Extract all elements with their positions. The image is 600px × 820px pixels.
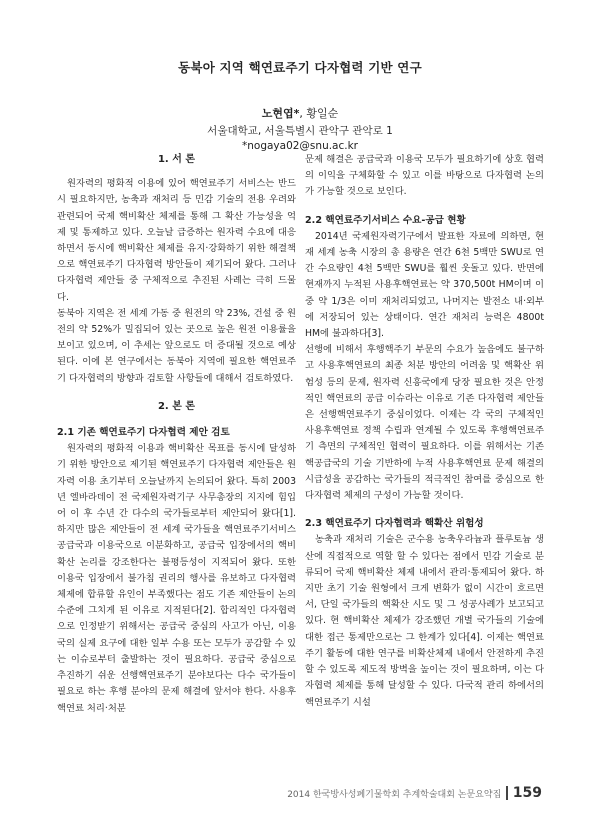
intro-paragraph-1: 원자력의 평화적 이용에 있어 핵연료주기 서비스는 반드시 필요하지만, 농축과 재처리 등 민감 기술의 전용 우려와 관련되어 국제 핵비확산 체제를 통해 그 확산 가능성을 억제 및 통제하고 있다. 오늘날 급증하는 원자력 수요에 대응하면서 동시에 핵비확산 체제를 유지·강화하기 위한 해결책으로 핵연료주기 다자협력 방안들이 제기되어 왔다. 그러나 다자협력 제안들 중 구체적으로 추진된 사례는 극히 드물다.	[57, 178, 296, 303]
section-heading-body: 2. 본 론	[157, 400, 196, 412]
author-line	[0, 105, 600, 121]
co-authors: , 황일순	[299, 107, 339, 120]
affiliation: 서울대학교, 서울특별시 관악구 관악로 1	[207, 125, 393, 137]
conference-name: 2014 한국방사성폐기물학회 추계학술대회 논문요약집	[287, 789, 502, 800]
section-heading-intro: 1. 서 론	[157, 154, 196, 165]
footer-divider	[506, 786, 508, 800]
subsection-heading-2-2: 2.2 핵연료주기서비스 수요-공급 현황	[305, 214, 466, 226]
subsection-2-2-paragraph-2: 선행에 비해서 후행핵주기 부문의 수요가 높음에도 불구하고 사용후핵연료의 최종 처분 방안의 어려움 및 핵확산 위험성 등의 문제, 원자력 신흥국에게 당장 필요한 것은 안정적인 핵연료의 공급 이슈라는 이유로 기존 다자협력 제안들은 선행핵연료주기 중심이었다. 이제는 각 국의 구체적인 사용후핵연료 정책 수립과 연계될 수 있도록 후행핵연료주기 측면의 구체적인 협력이 필요하다. 이를 위해서는 기존 핵공급국의 기술 기반하에 누적 사용후핵연료 문제 해결의 시급성을 공감하는 국가들의 적극적인 참여를 중심으로 한 다자협력 체제의 구성이 가능할 것이다.	[305, 344, 544, 502]
continuation-paragraph: 문제 해결은 공급국과 이용국 모두가 필요하기에 상호 협력의 이익을 구체화할 수 있고 이를 바탕으로 다자협력 논의가 가능할 것으로 보인다.	[305, 154, 544, 198]
subsection-2-2-paragraph-1: 2014년 국제원자력기구에서 발표한 자료에 의하면, 현재 세계 농축 시장의 총 용량은 연간 6천 5백만 SWU로 연간 수요량인 4천 5백만 SWU를 훨씬 웃돌고 있다. 반면에 현재까지 누적된 사용후핵연료는 약 370,500t HM이며 이 중 약 1/3은 이미 재처리되었고, 나머지는 발전소 내·외부에 저장되어 있는 상태이다. 연간 재처리 능력은 4800t HM에 불과하다[3].	[305, 230, 544, 340]
right-column	[305, 152, 544, 711]
intro-paragraph-2: 동북아 지역은 전 세계 가동 중 원전의 약 23%, 건설 중 원전의 약 52%가 밀집되어 있는 곳으로 높은 원전 이용률을 보이고 있으며, 이 추세는 앞으로도 더 증대될 것으로 예상된다. 이에 본 연구에서는 동북아 지역에 필요한 핵연료주기 다자협력의 방향과 검토할 사항들에 대해서 검토하였다.	[57, 307, 296, 384]
lead-author: 노현엽*	[261, 107, 300, 120]
paper-title: 동북아 지역 핵연료주기 다자협력 기반 연구	[178, 60, 422, 75]
author-email: *nogaya02@snu.ac.kr	[242, 140, 358, 152]
left-column	[57, 152, 296, 717]
subsection-2-3-paragraph: 농축과 재처리 기술은 군수용 농축우라늄과 플루토늄 생산에 직접적으로 역할 할 수 있다는 점에서 민감 기술로 분류되어 국제 핵비확산 체제 내에서 관리·통제되어 왔다. 하지만 초기 기술 원형에서 크게 변화가 없이 시간이 흐르면서, 단일 국가들의 핵확산 시도 및 그 성공사례가 보고되고 있다. 현 핵비확산 체제가 강조했던 개별 국가들의 기술에 대한 접근 통제만으로는 그 한계가 있다[4]. 이제는 핵연료주기 활동에 대한 연구를 비확산체제 내에서 안전하게 추진할 수 있도록 제도적 방벽을 높이는 것이 필요하며, 이는 다자협력 체제를 통해 달성할 수 있다. 다국적 관리 하에서의 핵연료주기 시설	[305, 534, 544, 708]
subsection-heading-2-3: 2.3 핵연료주기 다자협력과 핵확산 위험성	[305, 518, 484, 530]
subsection-2-1-paragraph: 원자력의 평화적 이용과 핵비확산 목표를 동시에 달성하기 위한 방안으로 제기된 핵연료주기 다자협력 제안들은 원자력 이용 초기부터 오늘날까지 논의되어 왔다. 특히 2003년 엘바라데이 전 국제원자력기구 사무총장의 지지에 힘입어 이 후 수년 간 다수의 국가들로부터 제안되어 왔다[1]. 하지만 많은 제안들이 전 세계 국가들을 핵연료주기서비스 공급국과 이용국으로 이분화하고, 공급국 입장에서의 핵비확산 논리를 강조한다는 불평등성이 지적되어 왔다. 또한 이용국 입장에서 불가침 권리의 행사를 유보하고 다자협력 체제에 합류할 유인이 부족했다는 점도 기존 제안들이 논의 수준에 그치게 된 이유로 지적된다[2]. 합리적인 다자협력으로 인정받기 위해서는 공급국 중심의 사고가 아닌, 이용국의 실제 요구에 대한 일부 수용 또는 모두가 공감할 수 있는 이슈로부터 출발하는 것이 필요하다. 공급국 중심으로 추진하기 쉬운 선행핵연료주기 분야보다는 다수 국가들이 필요로 하는 후행 분야의 문제 해결에 앞서야 한다. 사용후핵연료 처리·처분	[57, 443, 296, 714]
page-number: 159	[512, 785, 542, 801]
page-footer	[287, 785, 542, 801]
subsection-heading-2-1: 2.1 기존 핵연료주기 다자협력 제안 검토	[57, 427, 230, 439]
